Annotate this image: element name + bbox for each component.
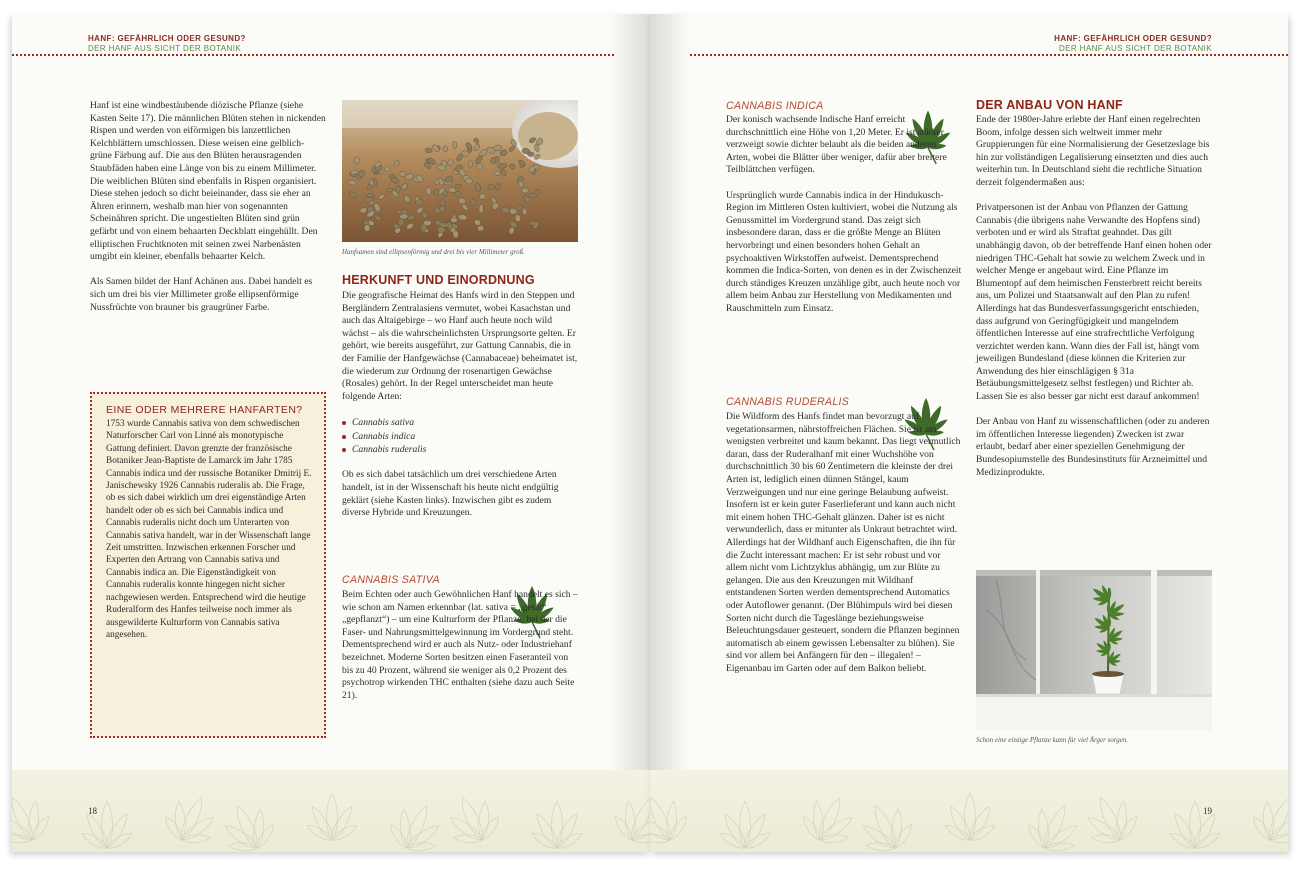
- running-head-title: HANF: GEFÄHRLICH ODER GESUND?: [1054, 34, 1212, 43]
- running-head-subtitle: DER HANF AUS SICHT DER BOTANIK: [1058, 44, 1212, 53]
- hemp-seeds-photo: [342, 100, 578, 242]
- intro-text: [90, 100, 326, 327]
- page-number-right: 19: [1203, 806, 1212, 816]
- potted-plant-image: [976, 570, 1212, 730]
- info-box-title: EINE ODER MEHRERE HANFARTEN?: [106, 404, 303, 416]
- photo-caption: Schon eine einzige Pflanze kann für viel Ärger sorgen.: [976, 736, 1129, 744]
- heading-cultivation: DER ANBAU VON HANF: [976, 98, 1123, 112]
- running-head-left: [88, 34, 246, 54]
- page-right: [650, 14, 1288, 852]
- leaf-pattern-footer: [650, 770, 1288, 852]
- page-left: [12, 14, 650, 852]
- hemp-seeds-image: [342, 100, 578, 242]
- species-list: [342, 416, 578, 457]
- ruderalis-paragraph: Die Wildform des Hanfs findet man bevorzugt auf vegetationsarmen, nährstoffreichen Flächen. Sie ist am wenigsten verbreitet und kaum bekannt. Das liegt vermutlich daran, dass der Ruderalhanf mit einer Wuchshöhe von durchschnittlich 30 bis 60 Zentimetern die kleinste der drei Arten ist, lediglich einen dünnen Stängel, kaum Verzweigungen und nur eine geringe Belaubung aufweist. Insofern ist er kein guter Faserlieferant und kann auch nicht mit einem hohen THC-Gehalt glänzen. Daher ist es nicht verwunderlich, dass er mitunter als Unkraut betrachtet wird. Allerdings hat der Wildhanf auch Eigenschaften, die ihn für die Zucht interessant machen: Er ist sehr robust und vor allem nicht vom Lichtzyklus abhängig, um zur Blüte zu gelangen. Die aus den Kreuzungen mit Wildhanf entstandenen Sorten werden dementsprechend Automatics oder Autoflower genannt. (Der Blühimpuls wird bei diesen Sorten nicht durch die Tageslänge beziehungsweise Beleuchtungsdauer gesteuert, sondern die Pflanzen beginnen automatisch ab einem gewissen Lebensalter zu blühen). Sie sind vor allem bei Anfängern für den – illegalen! – Eigenanbau im Garten oder auf dem Balkon beliebt.: [726, 411, 961, 674]
- ruderalis-title: CANNABIS RUDERALIS: [726, 396, 850, 408]
- potted-plant-photo: [976, 570, 1212, 730]
- magazine-spread: [12, 14, 1288, 852]
- indica-paragraph-2: Ursprünglich wurde Cannabis indica in der Hindukusch-Region im Mittleren Osten kultiviert, wobei die Nutzung als Genussmittel im Vordergrund stand. Das zeigt sich insbesondere daran, dass er die größte Menge an Blüten hervorbringt und einen besonders hohen Gehalt an psychoaktiven Wirkstoffen aufweist. Dementsprechend kommen die Indica-Sorten, von denen es in der Zwischenzeit durch ständiges Kreuzen unzählige gibt, auch heute noch vor allem beim Anbau zur Herstellung von Medikamenten und Rauschmitteln zum Einsatz.: [726, 189, 962, 314]
- leaf-pattern-footer: [12, 770, 650, 852]
- origin-section: [342, 290, 578, 532]
- gutter-shadow: [650, 14, 690, 852]
- running-head-subtitle: DER HANF AUS SICHT DER BOTANIK: [88, 44, 242, 53]
- origin-paragraph: Die geografische Heimat des Hanfs wird in den Steppen und Bergländern Zentralasiens vermutet, wobei Kasachstan und auch das Altaigebirge – wo Hanf auch heute noch wild wächst – als die wahrscheinlichsten Ursprungsorte gelten. Er gehört, wie bereits ausgeführt, zur Gattung Cannabis, die in der Familie der Hanfgewächse (Cannabaceae) beheimatet ist, die wiederum zur Ordnung der rosenartigen Gewächse (Rosales) gehört. In der Regel unterscheidet man heute folgende Arten:: [342, 290, 578, 402]
- photo-caption: Hanfsamen sind ellipsenförmig und drei bis vier Millimeter groß.: [342, 248, 525, 256]
- dotted-rule: [12, 54, 614, 56]
- sativa-paragraph: Beim Echten oder auch Gewöhnlichen Hanf handelt es sich – wie schon am Namen erkennbar (lat. sativa = „gesät“, „gepflanzt“) – um eine Kulturform der Pflanze, bei der die Faser- und Nahrungsmittelgewinnung im Vordergrund steht. Dementsprechend wird er auch als Nutz- oder Industriehanf bezeichnet. Moderne Sorten besitzen einen Faseranteil von bis zu 40 Prozent, während sie weniger als 0,2 Prozent des psychotrop wirkenden THC enthalten (siehe dazu auch Seite 21).: [342, 589, 578, 701]
- sativa-title: CANNABIS SATIVA: [342, 574, 440, 586]
- heading-origin: HERKUNFT UND EINORDNUNG: [342, 273, 535, 287]
- indica-paragraph: Der konisch wachsende Indische Hanf erreicht durchschnittlich eine Höhe von 1,20 Meter. Er ist stärker verzweigt sowie dichter belaubt als die beiden anderen Arten, wobei die Blätter über weniger, dafür aber breitere Teilblättchen verfügen.: [726, 114, 947, 176]
- running-head-title: HANF: GEFÄHRLICH ODER GESUND?: [88, 34, 246, 43]
- running-head-right: [1054, 34, 1212, 54]
- info-box-species: [90, 392, 326, 738]
- cultivation-paragraph: Ende der 1980er-Jahre erlebte der Hanf einen regelrechten Boom, infolge dessen sich weltweit immer mehr Gruppierungen für eine Normalisierung der Gesetzeslage bis hin zur vollständigen Legalisierung einsetzten und dies auch weiterhin tun. In Deutschland sieht die rechtliche Situation derzeit folgendermaßen aus:: [976, 114, 1210, 188]
- sativa-section: [342, 589, 578, 715]
- indica-title: CANNABIS INDICA: [726, 100, 824, 112]
- species-item: Cannabis ruderalis: [342, 443, 578, 457]
- intro-paragraph: Hanf ist eine windbestäubende diözische Pflanze (siehe Kasten Seite 17). Die männlichen Blüten stehen in nickenden Rispen und werden von eiförmigen bis lanzettlichen Kelchblättern umschlossen. Diese weisen eine gelblich-grüne Färbung auf. Die aus den Blüten herausragenden Staubfäden haben eine Länge von bis zu einem Millimeter. Die weiblichen Blüten sind ebenfalls in Rispen organisiert. Diese stehen jedoch so dicht beieinander, dass sie eher an Ähren erinnern, weshalb man hier von sogenannten Scheinähren spricht. Die ungestielten Blüten sind grün gefärbt und von einem behaarten Deckblatt eingehüllt. Den elliptischen Fruchtknoten mit seinen zwei Narbenästen umgibt ein kleiner, ebenfalls behaarter Kelch.: [90, 100, 326, 263]
- species-item: Cannabis sativa: [342, 416, 578, 430]
- cultivation-paragraph: Der Anbau von Hanf zu wissenschaftlichen (oder zu anderen im öffentlichen Interesse liegenden) Zwecken ist zwar erlaubt, bedarf aber einer speziellen Genehmigung der Bundesopiumstelle des Bundesinstituts für Arzneimittel und Medizinprodukte.: [976, 416, 1210, 478]
- page-number-left: 18: [88, 806, 97, 816]
- cultivation-section: [976, 114, 1212, 492]
- info-box-text: 1753 wurde Cannabis sativa von dem schwedischen Naturforscher Carl von Linné als monotypische Gattung definiert. Davon grenzte der französische Botaniker Jean-Baptiste de Lamarck im Jahr 1785 Cannabis indica und der russische Botaniker Dmitrij E. Janischewsky 1926 Cannabis ruderalis ab. Die Frage, ob es sich dabei wirklich um drei eigenständige Arten handelt oder ob es sich bei Cannabis indica und Cannabis ruderalis nicht doch um Unterarten von Cannabis sativa handelt, war in der Wissenschaft lange Zeit umstritten. Inzwischen erkennen Forscher und Experten den Artrang von Cannabis sativa und Cannabis indica an. Die Eigenständigkeit von Cannabis ruderalis konnte hingegen nicht sicher nachgewiesen werden. Entsprechend wird die heutige Ruderalform des Hanfes teilweise noch immer als ausgewilderte Kulturform von Cannabis sativa angesehen.: [106, 419, 312, 640]
- species-item: Cannabis indica: [342, 430, 578, 444]
- species-paragraph: Ob es sich dabei tatsächlich um drei verschiedene Arten handelt, ist in der Wissenschaft bis heute nicht endgültig geklärt (siehe Kasten links). Inzwischen gibt es zudem diverse Hybride und Kreuzungen.: [342, 469, 559, 519]
- cultivation-paragraph: Privatpersonen ist der Anbau von Pflanzen der Gattung Cannabis (die übrigens nahe Verwandte des Hopfens sind) verboten und er wird als Straftat geahndet. Das gilt unabhängig davon, ob der betreffende Hanf einen hohen oder niedrigen THC-Gehalt hat sowie zu welchem Zweck und in welcher Menge er angebaut wird. Eine Pflanze im Blumentopf auf dem heimischen Fensterbrett reicht bereits aus, um Polizei und Staatsanwalt auf den Plan zu rufen! Allerdings hat das Bundesverfassungsgericht entschieden, dass aufgrund von Geringfügigkeit und mangelndem öffentlichen Interesse auf eine strafrechtliche Verfolgung verzichtet werden kann. Wann dies der Fall ist, hängt vom jeweiligen Bundesland (diese können die Kriterien zur Anwendung des hier einschlägigen § 31a Betäubungsmittelgesetz selbst festlegen) und Richter ab. Lassen Sie es also besser gar nicht erst darauf ankommen!: [976, 202, 1212, 403]
- intro-paragraph: Als Samen bildet der Hanf Achänen aus. Dabei handelt es sich um drei bis vier Millimeter große ellipsenförmige Nussfrüchte von brauner bis graugrüner Farbe.: [90, 276, 313, 313]
- gutter-shadow: [610, 14, 650, 852]
- dotted-rule: [690, 54, 1288, 56]
- ruderalis-section: [726, 411, 962, 688]
- indica-section: [726, 114, 962, 328]
